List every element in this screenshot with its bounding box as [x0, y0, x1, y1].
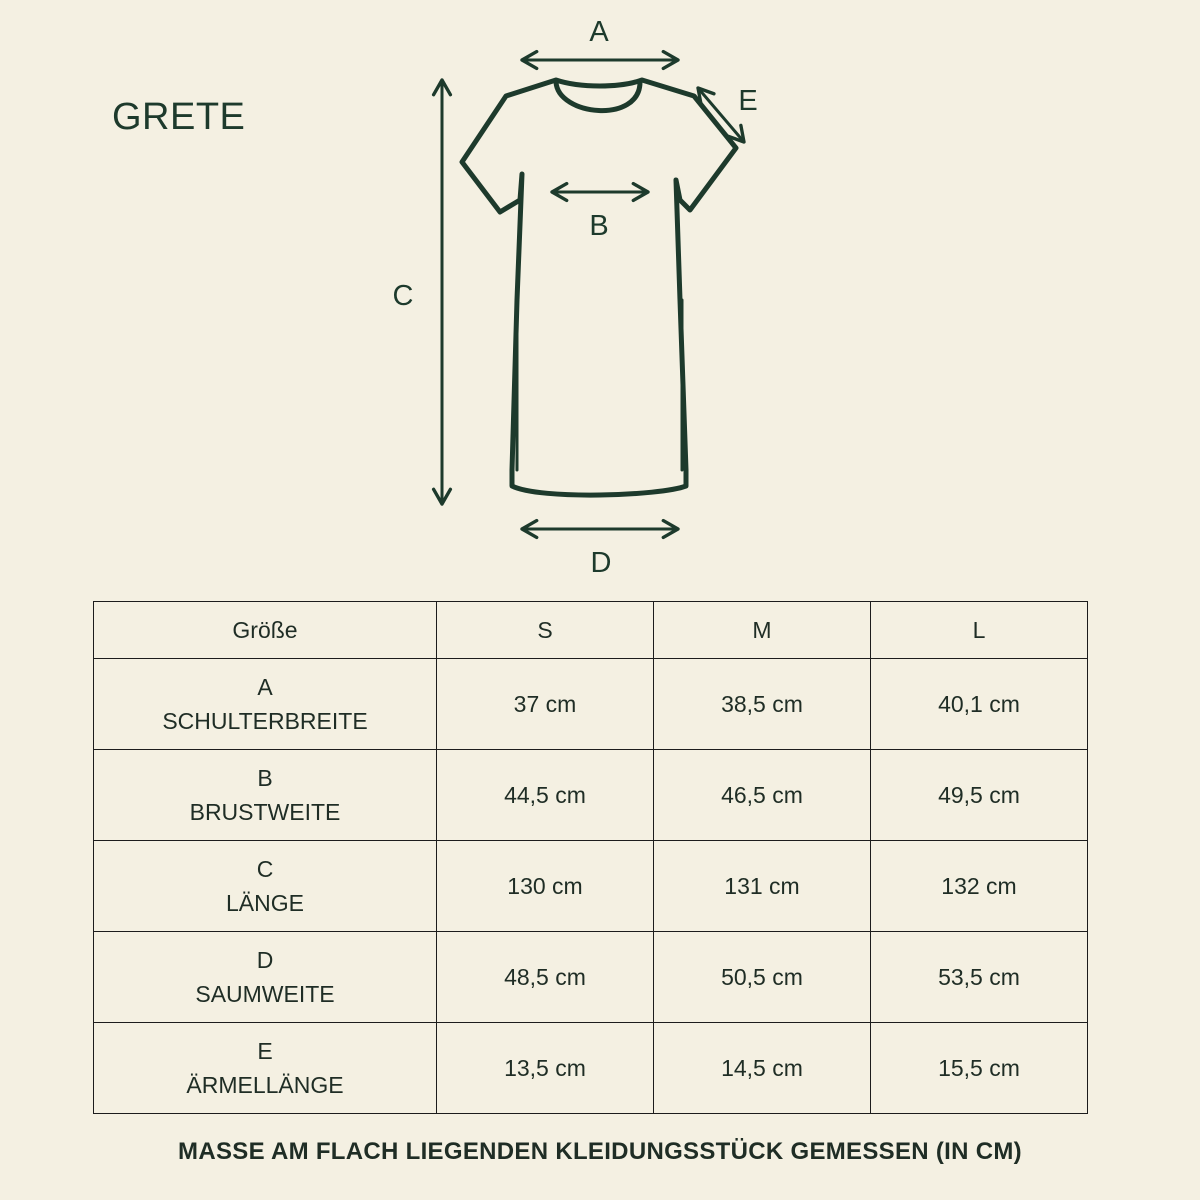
value-l: 40,1 cm — [871, 659, 1088, 750]
value-s: 37 cm — [437, 659, 654, 750]
header-l: L — [871, 602, 1088, 659]
label-a: A — [589, 16, 609, 48]
label-b: B — [589, 210, 609, 242]
measure-code: E — [257, 1038, 273, 1064]
value-s: 130 cm — [437, 841, 654, 932]
measure-code: C — [256, 856, 274, 882]
table-row — [94, 750, 1088, 841]
measure-code: A — [257, 674, 273, 700]
value-l: 53,5 cm — [871, 932, 1088, 1023]
measure-code: D — [256, 947, 274, 973]
header-size: Größe — [94, 602, 437, 659]
value-l: 132 cm — [871, 841, 1088, 932]
dress-outline — [462, 80, 736, 495]
value-m: 38,5 cm — [654, 659, 871, 750]
measure-cell — [94, 1023, 437, 1114]
measure-cell — [94, 841, 437, 932]
table-row — [94, 841, 1088, 932]
label-d: D — [590, 547, 612, 579]
value-l: 49,5 cm — [871, 750, 1088, 841]
measure-cell — [94, 659, 437, 750]
table-row — [94, 1023, 1088, 1114]
table-row — [94, 659, 1088, 750]
measure-name: SAUMWEITE — [195, 981, 335, 1007]
value-m: 14,5 cm — [654, 1023, 871, 1114]
table-row — [94, 932, 1088, 1023]
value-s: 13,5 cm — [437, 1023, 654, 1114]
value-m: 46,5 cm — [654, 750, 871, 841]
measure-name: SCHULTERBREITE — [162, 708, 368, 734]
measure-name: BRUSTWEITE — [189, 799, 341, 825]
value-s: 48,5 cm — [437, 932, 654, 1023]
measurement-note: MASSE AM FLACH LIEGENDEN KLEIDUNGSSTÜCK GEMESSEN (IN CM) — [178, 1138, 1022, 1165]
size-table — [93, 601, 1088, 1114]
table-header-row — [94, 602, 1088, 659]
garment-title: GRETE — [112, 96, 246, 138]
measure-cell — [94, 932, 437, 1023]
value-s: 44,5 cm — [437, 750, 654, 841]
measure-name: ÄRMELLÄNGE — [186, 1072, 344, 1098]
value-l: 15,5 cm — [871, 1023, 1088, 1114]
header-s: S — [437, 602, 654, 659]
measure-name: LÄNGE — [226, 890, 304, 916]
label-e: E — [738, 85, 758, 117]
label-c: C — [392, 280, 414, 312]
header-m: M — [654, 602, 871, 659]
measure-cell — [94, 750, 437, 841]
value-m: 131 cm — [654, 841, 871, 932]
measure-code: B — [257, 765, 273, 791]
value-m: 50,5 cm — [654, 932, 871, 1023]
